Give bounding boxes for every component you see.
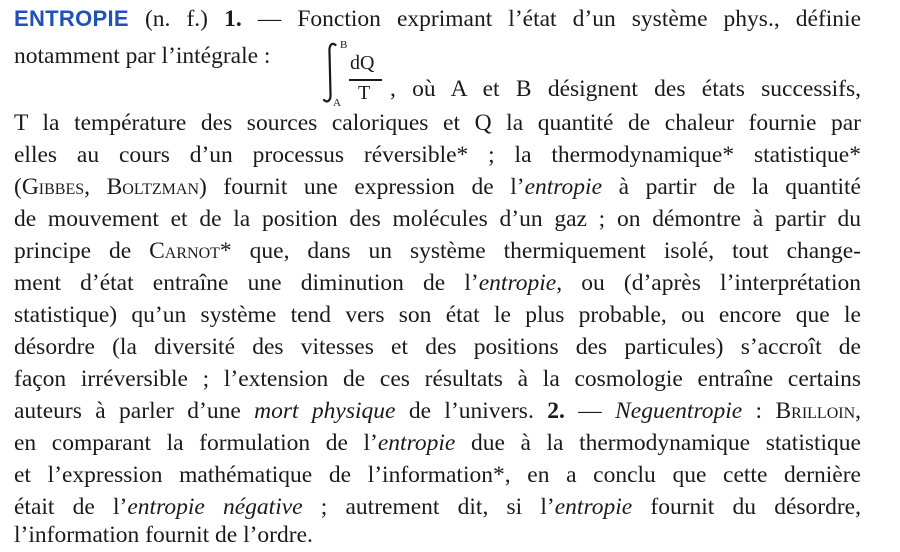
line-16: était de l’entropie négative ; autrement dit, si l’entropie fournit du désordre, xyxy=(14,494,861,520)
line-12: façon irréversible ; l’extension de ces résultats à la cosmologie entraîne certains xyxy=(14,366,861,392)
name-gibbes: Gibbes xyxy=(21,174,85,200)
integral-formula xyxy=(318,40,388,112)
line-3: , où A et B désignent des états successifs, xyxy=(390,76,861,102)
integral-sign-icon xyxy=(322,42,338,104)
line-14: en comparant la formulation de l’entropie due à la thermodynamique statistique xyxy=(14,430,861,456)
sense-2-number: 2. xyxy=(547,398,565,424)
name-boltzman: Boltzman xyxy=(106,174,200,200)
integral-lower-limit: A xyxy=(333,97,341,109)
line-1: ENTROPIE (n. f.) 1. — Fonction exprimant l’état d’un système phys., définie xyxy=(14,6,862,32)
headword: ENTROPIE xyxy=(14,6,129,31)
sense-1-number: 1. xyxy=(224,6,242,32)
line-6: (Gibbes, Boltzman) fournit une expression de l’entropie à partir de la quantité xyxy=(14,174,861,200)
line-5: elles au cours d’un processus réversible* ; la thermodynamique* statistique* xyxy=(14,142,861,168)
line-10: statistique) qu’un système tend vers son état le plus probable, ou encore que le xyxy=(14,302,861,328)
line-8: principe de Carnot* que, dans un système thermiquement isolé, tout change- xyxy=(14,238,861,264)
line-13: auteurs à parler d’une mort physique de l’univers. 2. — Neguentropie : Brilloin, xyxy=(14,398,862,424)
integral-upper-limit: B xyxy=(340,39,348,51)
gender-label: (n. f.) xyxy=(144,6,208,32)
line-7: de mouvement et de la position des molécules d’un gaz ; on démontre à partir du xyxy=(14,206,861,232)
fraction-bar xyxy=(349,79,382,81)
line-17: l’information fournit de l’ordre. xyxy=(14,522,313,548)
line-2: notamment par l’intégrale : xyxy=(14,43,271,69)
line-9: ment d’état entraîne une diminution de l’entropie, ou (d’après l’interprétation xyxy=(14,270,861,296)
name-brilloin: Brilloin xyxy=(775,398,856,424)
line-15: et l’expression mathématique de l’information*, en a conclu que cette dernière xyxy=(14,462,861,488)
neguentropie-term: Neguentropie xyxy=(615,398,743,424)
name-carnot: Carnot xyxy=(149,238,220,264)
fraction-numerator: dQ xyxy=(350,52,375,74)
line-4: T la température des sources caloriques et Q la quantité de chaleur fournie par xyxy=(14,110,861,136)
fraction-denominator: T xyxy=(358,82,371,104)
line-11: désordre (la diversité des vitesses et des positions des particules) s’accroît de xyxy=(14,334,861,360)
